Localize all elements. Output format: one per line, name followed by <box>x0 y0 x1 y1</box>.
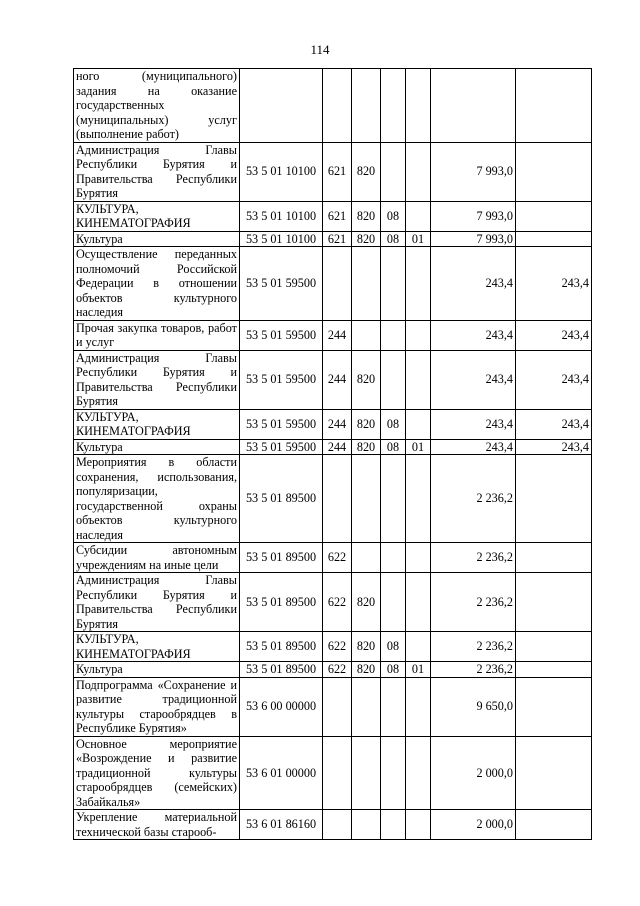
row-sum: 7 993,0 <box>431 142 516 201</box>
row-sum: 2 236,2 <box>431 662 516 678</box>
row-csr: 53 5 01 89500 <box>240 455 323 543</box>
row-name: КУЛЬТУРА, КИНЕМАТОГРАФИЯ <box>74 409 240 439</box>
row-pr <box>406 455 431 543</box>
table-row <box>74 320 592 350</box>
row-grbs: 820 <box>352 439 381 455</box>
row-csr: 53 6 01 00000 <box>240 736 323 810</box>
row-csr <box>240 69 323 143</box>
row-sum: 2 000,0 <box>431 810 516 840</box>
row-grbs <box>352 736 381 810</box>
table-row <box>74 201 592 231</box>
row-grbs <box>352 69 381 143</box>
table-row <box>74 662 592 678</box>
row-rz: 08 <box>381 662 406 678</box>
row-name: Администрация Главы Республики Бурятия и Правительства Республики Бурятия <box>74 350 240 409</box>
row-sum-2 <box>516 201 592 231</box>
row-sum-2: 243,4 <box>516 247 592 321</box>
table-row <box>74 455 592 543</box>
row-grbs: 820 <box>352 231 381 247</box>
row-sum: 2 236,2 <box>431 455 516 543</box>
row-vr: 244 <box>323 409 352 439</box>
row-name: Администрация Главы Республики Бурятия и Правительства Республики Бурятия <box>74 573 240 632</box>
row-rz <box>381 810 406 840</box>
row-rz <box>381 736 406 810</box>
row-vr: 622 <box>323 662 352 678</box>
row-pr <box>406 247 431 321</box>
table-row <box>74 247 592 321</box>
row-grbs <box>352 247 381 321</box>
row-rz <box>381 543 406 573</box>
row-rz <box>381 320 406 350</box>
row-vr <box>323 736 352 810</box>
row-sum-2 <box>516 543 592 573</box>
row-pr <box>406 573 431 632</box>
row-pr <box>406 350 431 409</box>
row-csr: 53 5 01 59500 <box>240 439 323 455</box>
row-vr <box>323 677 352 736</box>
row-vr: 621 <box>323 231 352 247</box>
row-pr <box>406 632 431 662</box>
row-name: Основное мероприятие «Возрождение и развитие традиционной культуры старообрядцев (семейских) Забайкалья» <box>74 736 240 810</box>
table-row <box>74 350 592 409</box>
row-name: Культура <box>74 439 240 455</box>
table-row <box>74 409 592 439</box>
row-vr: 244 <box>323 350 352 409</box>
row-name: Осуществление переданных полномочий Российской Федерации в отношении объектов культурного наследия <box>74 247 240 321</box>
row-pr <box>406 320 431 350</box>
row-sum-2: 243,4 <box>516 409 592 439</box>
row-sum: 243,4 <box>431 350 516 409</box>
row-rz: 08 <box>381 409 406 439</box>
row-csr: 53 5 01 59500 <box>240 350 323 409</box>
table-row <box>74 677 592 736</box>
row-grbs <box>352 455 381 543</box>
row-vr: 621 <box>323 142 352 201</box>
row-grbs: 820 <box>352 142 381 201</box>
row-csr: 53 5 01 59500 <box>240 247 323 321</box>
row-sum-2 <box>516 736 592 810</box>
table-row <box>74 573 592 632</box>
row-sum-2 <box>516 231 592 247</box>
budget-table <box>73 68 592 840</box>
page-number: 114 <box>310 42 330 57</box>
row-sum: 7 993,0 <box>431 231 516 247</box>
row-csr: 53 5 01 89500 <box>240 662 323 678</box>
row-name: Прочая закупка товаров, работ и услуг <box>74 320 240 350</box>
row-sum-2 <box>516 810 592 840</box>
row-name: ного (муниципального) задания на оказание государственных (муниципальных) услуг (выполнение работ) <box>74 69 240 143</box>
row-vr: 244 <box>323 320 352 350</box>
table-row <box>74 231 592 247</box>
row-rz <box>381 677 406 736</box>
row-pr: 01 <box>406 662 431 678</box>
row-pr <box>406 142 431 201</box>
row-csr: 53 5 01 89500 <box>240 632 323 662</box>
row-sum: 2 236,2 <box>431 573 516 632</box>
row-rz <box>381 69 406 143</box>
row-sum-2 <box>516 69 592 143</box>
row-sum-2: 243,4 <box>516 320 592 350</box>
row-name: Культура <box>74 662 240 678</box>
row-sum: 7 993,0 <box>431 201 516 231</box>
row-vr: 244 <box>323 439 352 455</box>
row-sum-2: 243,4 <box>516 439 592 455</box>
row-pr <box>406 69 431 143</box>
row-grbs <box>352 677 381 736</box>
row-rz: 08 <box>381 201 406 231</box>
row-rz: 08 <box>381 632 406 662</box>
table-row <box>74 543 592 573</box>
table-row <box>74 142 592 201</box>
row-rz <box>381 573 406 632</box>
row-csr: 53 5 01 59500 <box>240 320 323 350</box>
row-sum-2 <box>516 142 592 201</box>
row-name: КУЛЬТУРА, КИНЕМАТОГРАФИЯ <box>74 201 240 231</box>
row-grbs <box>352 543 381 573</box>
table-row <box>74 69 592 143</box>
row-sum-2 <box>516 662 592 678</box>
row-csr: 53 5 01 89500 <box>240 573 323 632</box>
row-vr: 622 <box>323 573 352 632</box>
row-sum: 9 650,0 <box>431 677 516 736</box>
row-vr <box>323 810 352 840</box>
row-rz <box>381 142 406 201</box>
row-csr: 53 5 01 59500 <box>240 409 323 439</box>
row-csr: 53 6 01 86160 <box>240 810 323 840</box>
row-pr <box>406 677 431 736</box>
row-name: Мероприятия в области сохранения, использования, популяризации, государственной охраны объектов культурного наследия <box>74 455 240 543</box>
row-sum: 2 236,2 <box>431 632 516 662</box>
row-sum-2 <box>516 455 592 543</box>
table-row <box>74 736 592 810</box>
row-rz <box>381 455 406 543</box>
row-name: Субсидии автономным учреждениям на иные цели <box>74 543 240 573</box>
row-vr: 622 <box>323 632 352 662</box>
row-sum <box>431 69 516 143</box>
row-sum-2 <box>516 632 592 662</box>
row-grbs <box>352 320 381 350</box>
row-csr: 53 5 01 10100 <box>240 231 323 247</box>
row-sum: 2 000,0 <box>431 736 516 810</box>
row-grbs: 820 <box>352 573 381 632</box>
row-rz <box>381 350 406 409</box>
row-sum: 243,4 <box>431 247 516 321</box>
row-pr: 01 <box>406 231 431 247</box>
row-name: Культура <box>74 231 240 247</box>
row-grbs: 820 <box>352 409 381 439</box>
row-csr: 53 5 01 10100 <box>240 201 323 231</box>
row-sum: 2 236,2 <box>431 543 516 573</box>
row-sum-2 <box>516 677 592 736</box>
table-row <box>74 632 592 662</box>
row-pr <box>406 409 431 439</box>
row-sum: 243,4 <box>431 409 516 439</box>
row-rz: 08 <box>381 439 406 455</box>
row-csr: 53 6 00 00000 <box>240 677 323 736</box>
row-vr <box>323 69 352 143</box>
row-sum: 243,4 <box>431 320 516 350</box>
row-vr <box>323 455 352 543</box>
table-row <box>74 439 592 455</box>
row-name: Администрация Главы Республики Бурятия и Правительства Республики Бурятия <box>74 142 240 201</box>
row-vr: 621 <box>323 201 352 231</box>
row-grbs: 820 <box>352 632 381 662</box>
row-csr: 53 5 01 89500 <box>240 543 323 573</box>
row-grbs: 820 <box>352 201 381 231</box>
row-sum: 243,4 <box>431 439 516 455</box>
row-rz <box>381 247 406 321</box>
row-name: Подпрограмма «Сохранение и развитие традиционной культуры старообрядцев в Республике Бурятия» <box>74 677 240 736</box>
row-pr <box>406 736 431 810</box>
row-rz: 08 <box>381 231 406 247</box>
row-csr: 53 5 01 10100 <box>240 142 323 201</box>
row-grbs: 820 <box>352 350 381 409</box>
row-pr <box>406 810 431 840</box>
row-grbs: 820 <box>352 662 381 678</box>
row-vr: 622 <box>323 543 352 573</box>
row-name: КУЛЬТУРА, КИНЕМАТОГРАФИЯ <box>74 632 240 662</box>
row-vr <box>323 247 352 321</box>
row-pr <box>406 543 431 573</box>
row-sum-2 <box>516 573 592 632</box>
row-pr: 01 <box>406 439 431 455</box>
row-name: Укрепление материальной технической базы старооб- <box>74 810 240 840</box>
row-grbs <box>352 810 381 840</box>
row-pr <box>406 201 431 231</box>
table-row <box>74 810 592 840</box>
row-sum-2: 243,4 <box>516 350 592 409</box>
